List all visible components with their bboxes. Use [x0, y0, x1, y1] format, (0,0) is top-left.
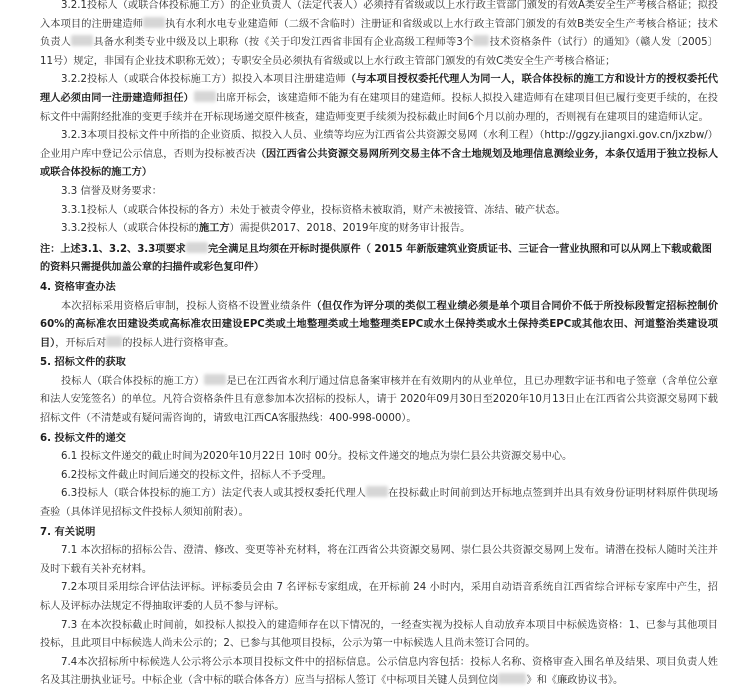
para-5: [40, 373, 718, 429]
note-text-b: 完全满足且均须在开标时提供原件（ 2015 年新版建筑业资质证书、三证合一营业执照和可以从网上下载或截图的资料只需提供加盖公章的扫描件或彩色复印件）: [40, 243, 712, 274]
para-6-2: 6.2投标文件截止时间后递交的投标文件，招标人不予受理。: [61, 469, 332, 481]
redacted-block: [143, 17, 165, 28]
text-6-3-a: 6.3投标人（联合体投标的施工方）法定代表人或其授权委托代理人: [61, 488, 367, 500]
para-3-2-3: [40, 127, 718, 183]
text-3-2-3-a: 3.2.3本项目投标文件中所指的企业资质、拟投入人员、业绩等均应为江西省公共资源交易网（水利工程）（http://ggzy.jiangxi.gov.cn/jxzbw/）企业用户库中登记公示信息，否则为投标被否决: [40, 130, 718, 160]
para-3-3-1: 3.3.1投标人（或联合体投标的各方）未处于被责令停业，投标资格未被取消，财产未被接管、冻结、破产状态。: [61, 204, 566, 216]
para-7-4: [40, 654, 718, 691]
redacted-block: [186, 242, 208, 253]
heading-5: 5. 招标文件的获取: [40, 357, 126, 369]
text-3-2-2-b: （与本项目授权委托代理人为同一人，联合体投标的施工方和设计方的授权委托代理人必须由同一注册建造师担任）: [40, 74, 718, 104]
text-5-b: 是已在江西省水利厅通过信息备案审核并在有效期内的从业单位，且已办理数字证书和电子签章（含单位公章和法人安笼签名）的单位。凡符合资格条件且有意参加本次招标的投标人，请于 2020年09月30日至2020年10月13日止在江西省公共资源交易网下载招标文件（不清楚或有疑问需咨询的，请致电江西CA客服热线：400-998-0000）。: [40, 375, 718, 425]
redacted-block: [498, 673, 526, 684]
redacted-block: [71, 35, 93, 46]
para-3-3-2: [40, 220, 718, 239]
para-3-3: 3.3 信誉及财务要求：: [61, 185, 162, 197]
para-6-3: [40, 485, 718, 522]
para-3-2-1: [40, 0, 718, 71]
redacted-block: [194, 91, 216, 102]
para-3-2-2: [40, 71, 718, 127]
text-3-2-1-a: 3.2.1投标人（或联合体投标施工方）的企业负责人（法定代表人）必须持有省级或以上水行政主管部门颁发的有效A类安全生产考核合格证；拟投入本项目的注册建造师: [40, 0, 718, 30]
note-paragraph: [40, 241, 718, 278]
text-7-4-a: 7.4本次招标所中标候选人公示将公示本项目投标文件中的招标信息。公示信息内容包括：投标人名称、资格审查入围名单及结果、项目负责人姓名及其注册执业证号。中标企业（含中标的联合体各方）应当与招标人签订《中标项目关键人员到位岗: [40, 656, 718, 687]
heading-7: 7. 有关说明: [40, 526, 96, 538]
para-4: [40, 298, 718, 354]
heading-4: 4. 资格审查办法: [40, 281, 116, 293]
note-text-a: 注：上述3.1、3.2、3.3项要求: [40, 243, 186, 255]
text-4-c: ，开标后对: [55, 337, 107, 349]
redacted-block: [473, 35, 489, 46]
heading-6: 6. 投标文件的递交: [40, 432, 126, 444]
redacted-block: [204, 374, 226, 385]
para-7-2: 7.2本项目采用综合评估法评标。评标委员会由 7 名评标专家组成，在开标前 24 小时内，采用自动语音系统自江西省综合评标专家库中产生，招标人及评标办法规定不得抽取评委的人员不参与评标。: [40, 582, 718, 612]
text-5-a: 投标人（联合体投标的施工方）: [61, 375, 205, 387]
text-3-2-1-c: 具备水利类专业中级及以上职称（按《关于印发江西省非国有企业高级工程师等3个: [93, 37, 474, 49]
text-3-2-2-c: 出席开标会，该建造师不能为有在建项目的建造师。投标人拟投入建造师有在建项目但已履行变更手续的，在投标文件中需附经批准的变更手续并在开标现场递交原件核查，建造师变更手续须为投标截止时间6个月以前办理的，否则视有在建项目的建造师认定。: [40, 92, 718, 123]
text-7-4-b: 》和《廉政协议书》。: [526, 675, 624, 687]
redacted-block: [366, 486, 388, 497]
text-3-2-2-a: 3.2.2投标人（或联合体投标施工方）拟投入本项目注册建造师: [61, 74, 346, 86]
text-3-3-2-a: 3.3.2投标人（或联合体投标的: [61, 223, 199, 235]
text-3-3-2-c: ）需提供2017、2018、2019年度的财务审计报告。: [229, 223, 471, 235]
redacted-block: [106, 336, 122, 347]
para-6-1: 6.1 投标文件递交的截止时间为2020年10月22日 10时 00分。投标文件递交的地点为崇仁县公共资源交易中心。: [61, 451, 573, 463]
text-3-3-2-b: 施工方: [198, 223, 230, 235]
text-3-2-1-b: 执有水利水电专业建造师（二级不含临时）注册证和省级或以上水行政主管部门颁发的有效B类安全生产考核合格证；技术负责人: [40, 18, 718, 49]
para-7-3: 7.3 在本次投标截止时间前，如投标人拟投入的建造师存在以下情况的，一经查实视为投标人自动放弃本项目中标候选资格：1、已参与其他项目投标，且此项目中标候选人尚未公示的；2、已参与其他项目投标，公示为第一中标候选人且尚未签订合同的。: [40, 619, 718, 650]
text-3-2-3-b: （因江西省公共资源交易网所列交易主体不含土地规划及地理信息测绘业务，本条仅适用于独立投标人或联合体投标的施工方）: [40, 148, 719, 179]
text-4-b: （但仅作为评分项的类似工程业绩必须是单个项目合同价不低于所投标段暂定招标控制价60%的高标准农田建设类或高标准农田建设EPC类或土地整理类或土地整理类EPC或水土保持类或水土保持类EPC或其他农田、河道整治类建设项目）: [40, 300, 719, 349]
para-7-1: 7.1 本次招标的招标公告、澄清、修改、变更等补充材料，将在江西省公共资源交易网、崇仁县公共资源交易网上发布。请潜在投标人随时关注并及时下载有关补充材料。: [40, 545, 718, 575]
text-3-2-1-d: 技术资格条件（试行）的通知》（赣人发〔2005〕11号）规定，非国有企业技术职称无效）；专职安全员必须执有省级或以上水行政主管部门颁发的有效C类安全生产考核合格证；: [40, 37, 718, 67]
text-6-3-b: 在投标截止时间前到达开标地点签到并出具有效身份证明材料原件供现场查验（具体详见招标文件投标人须知前附表）。: [40, 488, 719, 519]
text-4-a: 本次招标采用资格后审制，投标人资格不设置业绩条件: [61, 300, 312, 312]
text-4-d: 的投标人进行资格审查。: [122, 337, 235, 349]
